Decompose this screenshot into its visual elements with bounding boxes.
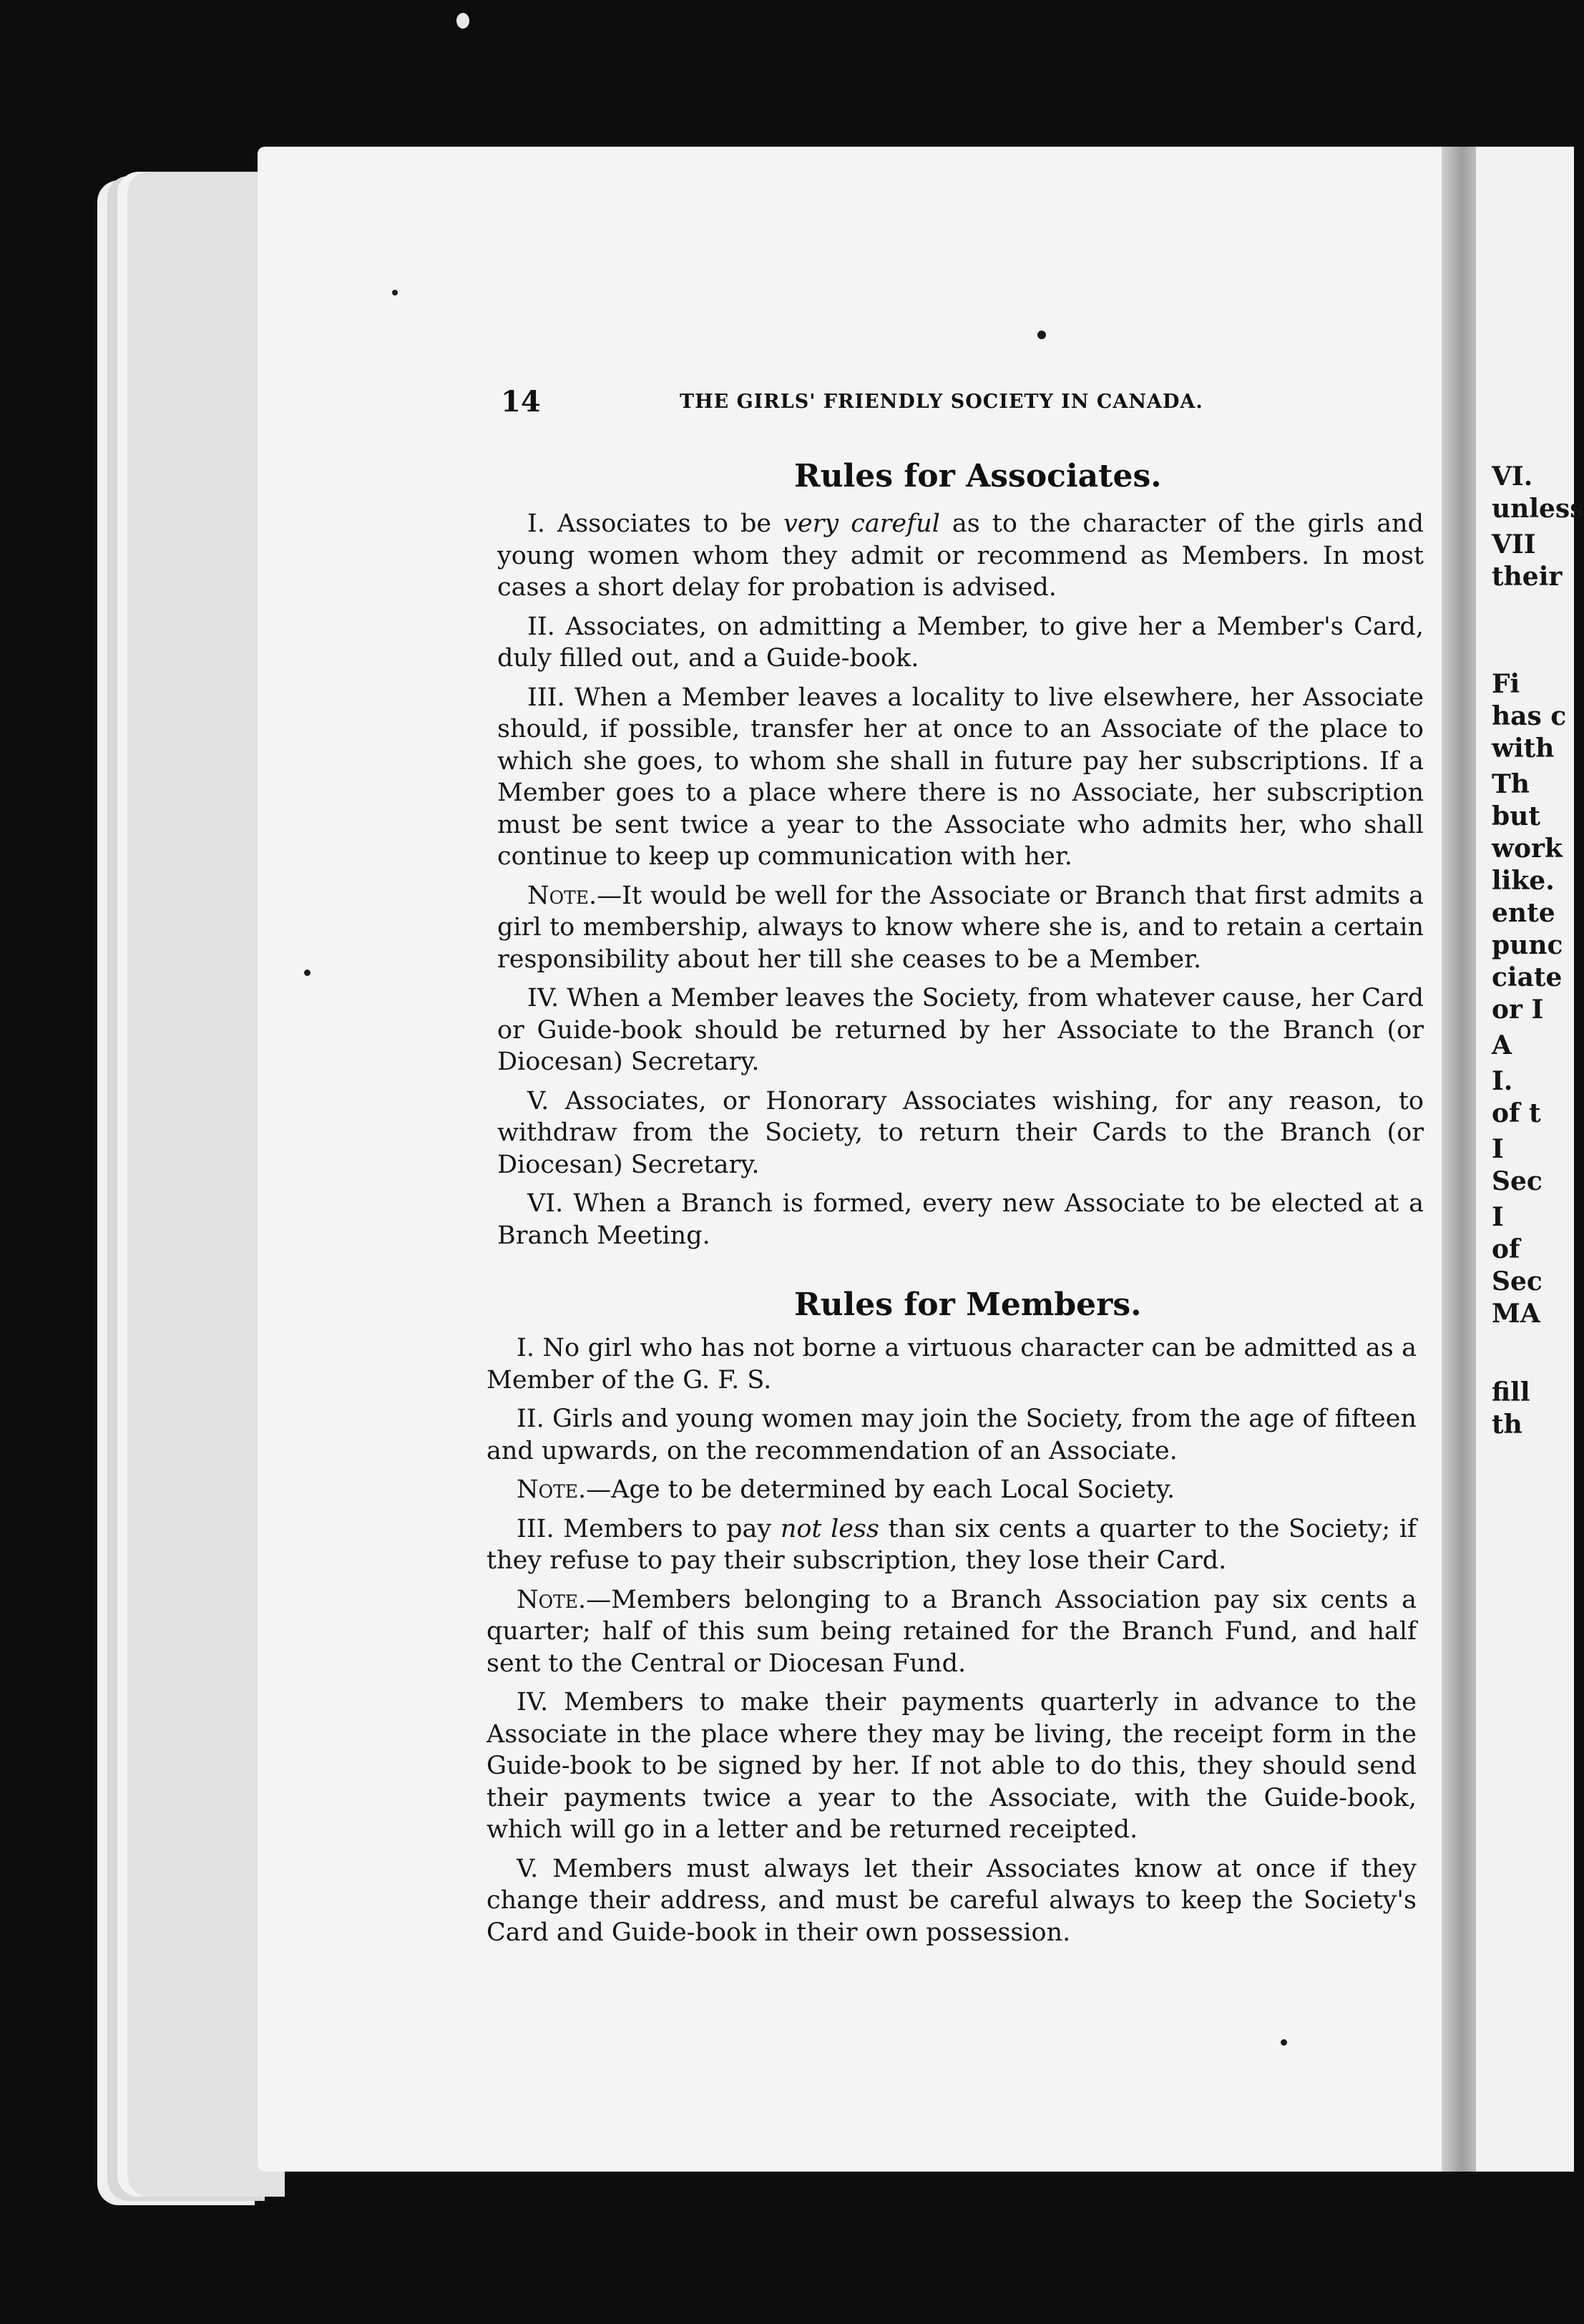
facing-fragment: Th [1492, 769, 1530, 799]
associates-heading: Rules for Associates. [794, 458, 1162, 494]
emphasis: not less [780, 1514, 879, 1543]
facing-fragment: MA [1492, 1299, 1540, 1329]
facing-fragment: th [1492, 1410, 1522, 1440]
running-title: THE GIRLS' FRIENDLY SOCIETY IN CANADA. [680, 391, 1203, 413]
page-header [501, 385, 1424, 421]
facing-fragment: work [1492, 834, 1563, 864]
facing-fragment: with [1492, 733, 1555, 763]
rule-paragraph: IV. When a Member leaves the Society, from whatever cause, her Card or Guide-book should be returned by her Associate to the Branch (or Diocesan) Secretary. [497, 984, 1424, 1076]
page-number: 14 [501, 385, 541, 419]
ink-dot [304, 970, 311, 976]
facing-fragment: fill [1492, 1377, 1530, 1407]
rule-paragraph: V. Members must always let their Associates know at once if they change their address, and must be careful always to keep the Society's Card and Guide-book in their own possession. [487, 1854, 1417, 1947]
rule-paragraph: VI. When a Branch is formed, every new Associate to be elected at a Branch Meeting. [497, 1189, 1424, 1250]
rule-paragraph: III. Members to pay not less than six cents a quarter to the Society; if they refuse to pay their subscription, they lose their Card. [487, 1514, 1417, 1575]
facing-fragment: of t [1492, 1098, 1541, 1128]
rule-paragraph: I. Associates to be very careful as to the character of the girls and young women whom they admit or recommend as Members. In most cases a short delay for probation is advised. [497, 509, 1424, 602]
note-paragraph: Note.—Age to be determined by each Local Society. [517, 1475, 1175, 1504]
emphasis: very careful [783, 509, 940, 538]
book-gutter [1442, 147, 1476, 2172]
ink-dot [1037, 331, 1046, 339]
facing-fragment: I. [1492, 1066, 1513, 1096]
note-paragraph: Note.—Members belonging to a Branch Association pay six cents a quarter; half of this sum being retained for the Branch Fund, and half sent to the Central or Diocesan Fund. [487, 1585, 1417, 1678]
facing-fragment: Fi [1492, 669, 1520, 699]
facing-fragment: Sec [1492, 1266, 1543, 1297]
rule-paragraph: II. Girls and young women may join the Society, from the age of fifteen and upwards, on the recommendation of an Associate. [487, 1405, 1417, 1465]
facing-fragment: Sec [1492, 1166, 1543, 1196]
note-paragraph: Note.—It would be well for the Associate or Branch that first admits a girl to membership, always to know where she is, and to retain a certain responsibility about her till she ceases to be a Member. [497, 881, 1424, 974]
facing-fragment: of [1492, 1234, 1520, 1264]
facing-fragment: VII [1492, 529, 1536, 560]
rule-paragraph: II. Associates, on admitting a Member, to give her a Member's Card, duly filled out, and a Guide-book. [497, 612, 1424, 673]
facing-fragment: I [1492, 1202, 1504, 1232]
dust-speck [456, 13, 469, 29]
facing-fragment: ciate [1492, 962, 1563, 992]
note-label: Note. [517, 1475, 587, 1504]
members-heading: Rules for Members. [794, 1286, 1142, 1323]
note-label: Note. [517, 1585, 587, 1614]
rule-paragraph: I. No girl who has not borne a virtuous character can be admitted as a Member of the G. F. S. [487, 1334, 1417, 1395]
facing-fragment: but [1492, 801, 1540, 831]
ink-dot [392, 290, 398, 296]
facing-fragment: A [1492, 1030, 1512, 1060]
associates-rules [497, 508, 1424, 1259]
facing-fragment: or I [1492, 995, 1544, 1025]
rule-paragraph: IV. Members to make their payments quarterly in advance to the Associate in the place where they may be living, the receipt form in the Guide-book to be signed by her. If not able to do this, they should send their payments twice a year to the Associate, with the Guide-book, which will go in a letter and be returned receipted. [487, 1688, 1417, 1844]
note-label: Note. [527, 881, 597, 910]
facing-fragment: unless [1492, 494, 1584, 524]
facing-page [1476, 147, 1584, 2172]
facing-fragment: their [1492, 562, 1563, 592]
facing-fragment: has c [1492, 701, 1567, 731]
facing-fragment: punc [1492, 930, 1563, 960]
facing-fragment: like. [1492, 866, 1555, 896]
facing-fragment: I [1492, 1134, 1504, 1164]
facing-fragment: VI. [1492, 462, 1533, 492]
ink-dot [1281, 2039, 1287, 2046]
rule-paragraph: III. When a Member leaves a locality to live elsewhere, her Associate should, if possible, transfer her at once to an Associate of the place to which she goes, to whom she shall in future pay her subscriptions. If a Member goes to a place where there is no Associate, her subscription must be sent twice a year to the Associate who admits her, who shall continue to keep up communication with her. [497, 683, 1424, 871]
rule-paragraph: V. Associates, or Honorary Associates wishing, for any reason, to withdraw from the Society, to return their Cards to the Branch (or Diocesan) Secretary. [497, 1086, 1424, 1179]
members-rules [487, 1332, 1417, 1956]
facing-fragment: ente [1492, 898, 1555, 928]
